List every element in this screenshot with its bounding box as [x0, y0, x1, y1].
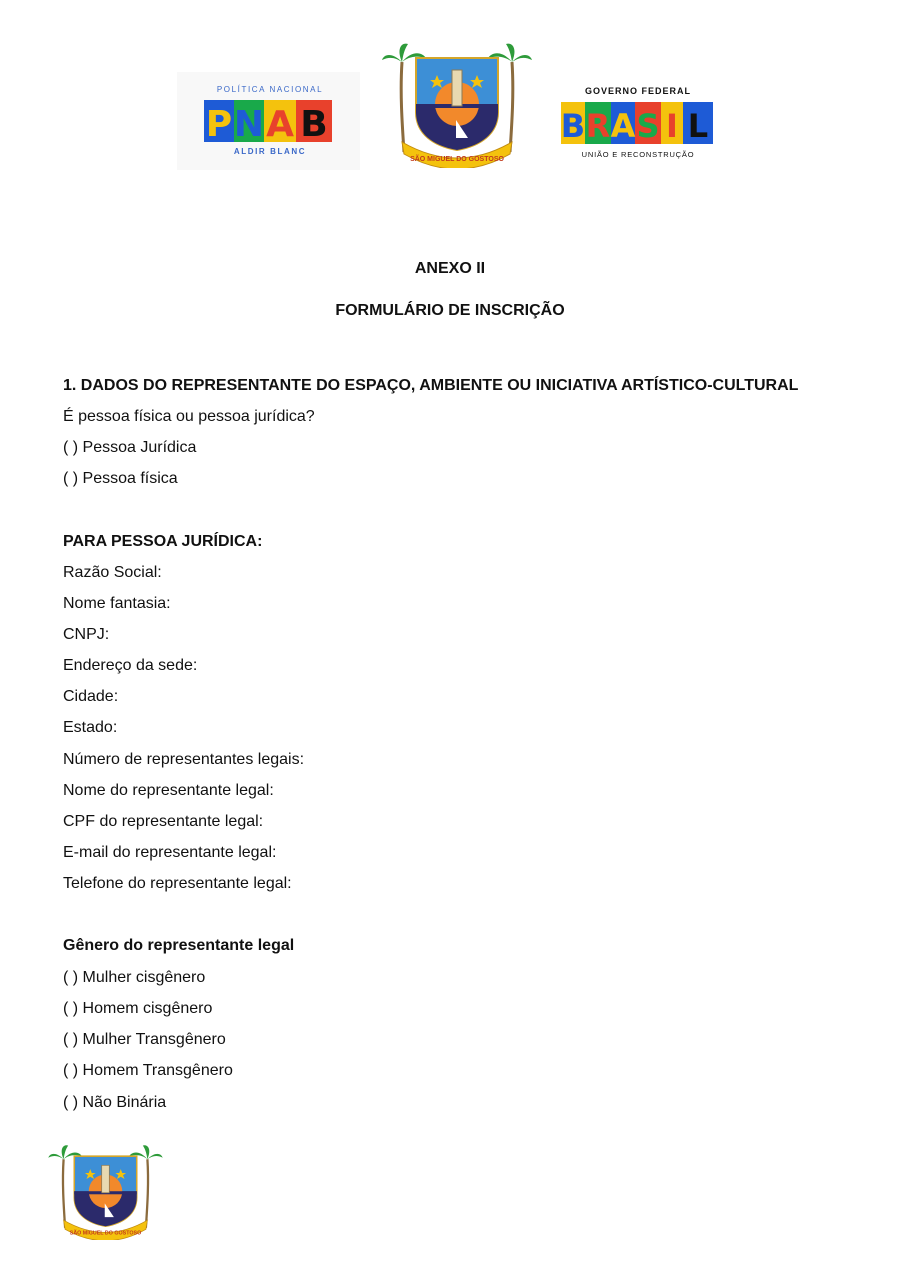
- field-numero-representantes: Número de representantes legais:: [63, 751, 305, 768]
- brasil-letter-b: B: [560, 107, 586, 145]
- field-cnpj: CNPJ:: [63, 626, 110, 643]
- field-cpf-representante: CPF do representante legal:: [63, 813, 264, 830]
- option-homem-transgenero: ( ) Homem Transgênero: [63, 1062, 233, 1079]
- annex-label: ANEXO II: [414, 260, 486, 277]
- brasil-letter-a: A: [610, 107, 636, 145]
- pnab-letter-a: A: [266, 104, 294, 145]
- person-type-question: É pessoa física ou pessoa jurídica?: [63, 408, 315, 425]
- field-nome-representante: Nome do representante legal:: [63, 782, 274, 799]
- pnab-letter-b: B: [300, 104, 328, 145]
- option-mulher-transgenero: ( ) Mulher Transgênero: [63, 1031, 226, 1048]
- pnab-logo: [177, 72, 360, 170]
- field-estado: Estado:: [63, 719, 118, 736]
- option-pessoa-juridica: ( ) Pessoa Jurídica: [63, 439, 197, 456]
- pj-section-title: PARA PESSOA JURÍDICA:: [63, 533, 263, 550]
- pnab-logo-bottom-text: ALDIR BLANC: [233, 147, 307, 156]
- gender-section-title: Gênero do representante legal: [63, 937, 295, 954]
- footer-coat-of-arms: [48, 1144, 163, 1240]
- pnab-letter-p: P: [205, 104, 233, 145]
- section-1-title: 1. DADOS DO REPRESENTANTE DO ESPAÇO, AMBIENTE OU INICIATIVA ARTÍSTICO-CULTURAL: [63, 377, 799, 394]
- footer-banner-text: SÃO MIGUEL DO GOSTOSO: [69, 1230, 142, 1237]
- option-pessoa-fisica: ( ) Pessoa física: [63, 470, 178, 487]
- field-razao-social: Razão Social:: [63, 564, 162, 581]
- field-endereco-sede: Endereço da sede:: [63, 657, 198, 674]
- governo-federal-brasil-logo: [558, 84, 718, 164]
- pnab-letter-n: N: [233, 104, 265, 145]
- form-title: FORMULÁRIO DE INSCRIÇÃO: [335, 302, 565, 319]
- pnab-logo-top-text: POLÍTICA NACIONAL: [216, 85, 324, 94]
- option-nao-binaria: ( ) Não Binária: [63, 1094, 167, 1111]
- brasil-letter-i: I: [666, 107, 678, 145]
- brasil-logo-bottom-text: UNIÃO E RECONSTRUÇÃO: [581, 150, 695, 159]
- sao-miguel-coat-of-arms: [382, 42, 532, 168]
- option-homem-cisgenero: ( ) Homem cisgênero: [63, 1000, 213, 1017]
- brasil-letter-r: R: [585, 107, 611, 145]
- field-nome-fantasia: Nome fantasia:: [63, 595, 171, 612]
- field-email-representante: E-mail do representante legal:: [63, 844, 277, 861]
- coat-of-arms-banner-text: SÃO MIGUEL DO GOSTOSO: [410, 156, 504, 163]
- option-mulher-cisgenero: ( ) Mulher cisgênero: [63, 969, 206, 986]
- brasil-logo-top-text: GOVERNO FEDERAL: [584, 86, 692, 96]
- field-telefone-representante: Telefone do representante legal:: [63, 875, 292, 892]
- brasil-letter-s: S: [636, 107, 660, 145]
- field-cidade: Cidade:: [63, 688, 119, 705]
- brasil-letter-l: L: [687, 107, 709, 145]
